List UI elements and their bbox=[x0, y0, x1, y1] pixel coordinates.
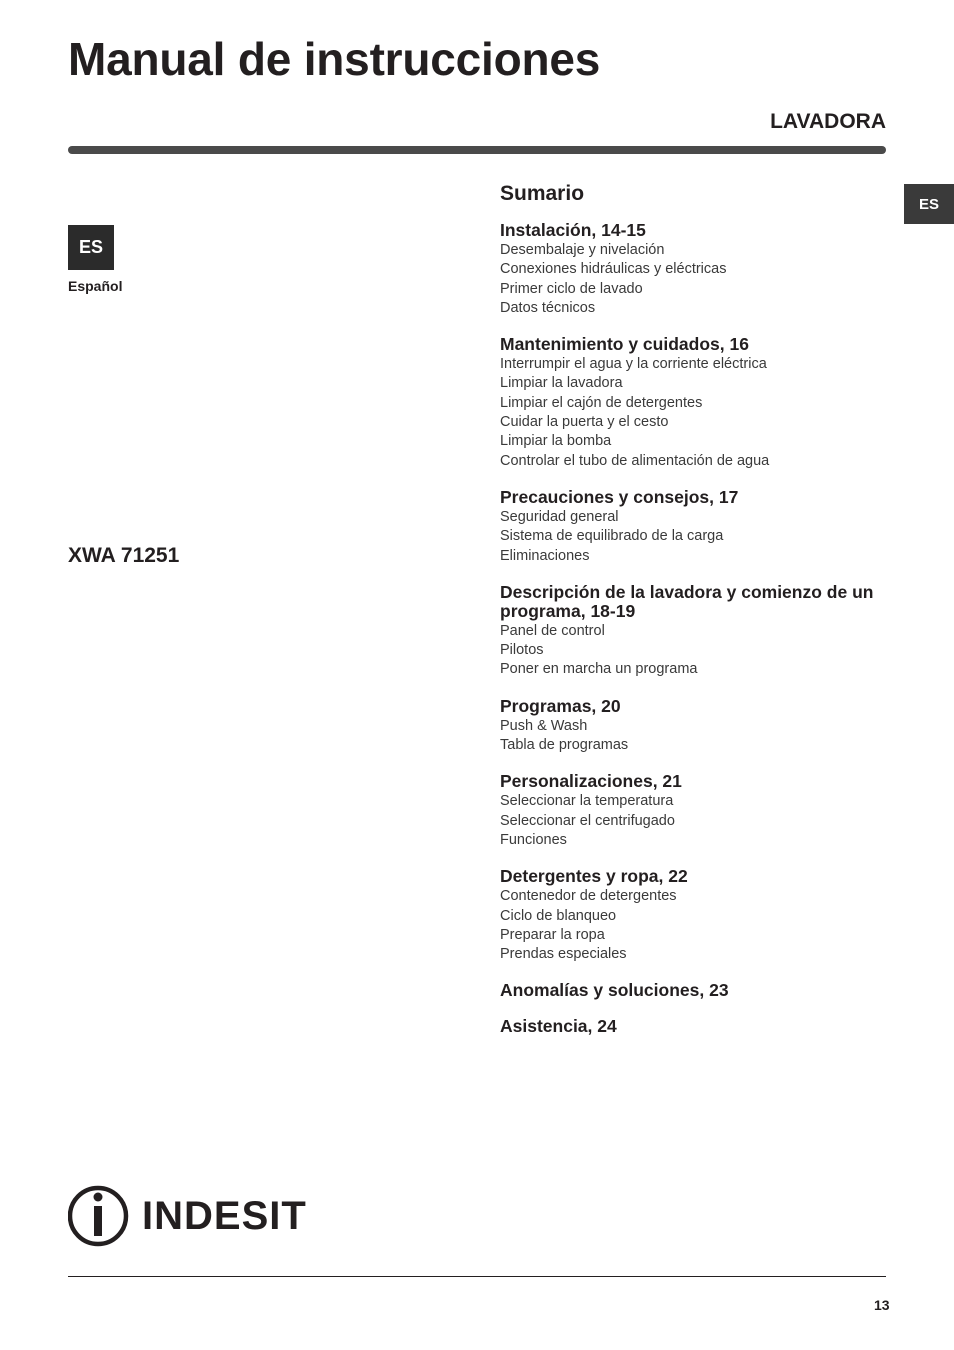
toc-item: Funciones bbox=[500, 831, 567, 848]
toc-item: Eliminaciones bbox=[500, 547, 590, 564]
toc-item: Desembalaje y nivelación bbox=[500, 242, 665, 258]
toc-section bbox=[500, 697, 886, 756]
toc-section bbox=[500, 867, 886, 964]
toc-section bbox=[500, 335, 886, 471]
toc-section-heading: Personalizaciones, 21 bbox=[500, 771, 682, 792]
toc-item: Cuidar la puerta y el cesto bbox=[500, 414, 669, 431]
toc-section bbox=[500, 583, 886, 680]
toc-item: Seguridad general bbox=[500, 508, 619, 525]
toc-section-heading: Instalación, 14-15 bbox=[500, 220, 646, 240]
brand-logo bbox=[68, 1184, 307, 1248]
toc-item: Limpiar la bomba bbox=[500, 433, 612, 450]
toc-item-list bbox=[500, 355, 886, 471]
language-name: Español bbox=[68, 278, 123, 294]
toc-section bbox=[500, 488, 886, 566]
toc-section-heading: Descripción de la lavadora y comienzo de un programa, 18-19 bbox=[500, 581, 874, 621]
language-side-tab: ES bbox=[904, 184, 954, 224]
table-of-contents bbox=[500, 180, 886, 1053]
product-type: LAVADORA bbox=[770, 110, 886, 133]
toc-item: Tabla de programas bbox=[500, 737, 629, 754]
toc-item-list bbox=[500, 717, 886, 756]
toc-item: Conexiones hidráulicas y eléctricas bbox=[500, 261, 727, 278]
toc-item-list bbox=[500, 792, 886, 850]
toc-section-heading: Programas, 20 bbox=[500, 695, 621, 716]
toc-item: Push & Wash bbox=[500, 717, 588, 734]
toc-item: Interrumpir el agua y la corriente eléctrica bbox=[500, 356, 767, 373]
brand-wordmark: INDESIT bbox=[142, 1194, 307, 1238]
page-number: 13 bbox=[874, 1297, 890, 1313]
language-code-badge: ES bbox=[68, 225, 114, 270]
page-title: Manual de instrucciones bbox=[68, 33, 601, 85]
toc-item: Seleccionar el centrifugado bbox=[500, 812, 675, 829]
toc-item: Contenedor de detergentes bbox=[500, 888, 677, 905]
toc-item: Limpiar la lavadora bbox=[500, 375, 623, 392]
toc-section-heading: Precauciones y consejos, 17 bbox=[500, 486, 739, 507]
model-number: XWA 71251 bbox=[68, 544, 180, 567]
toc-item: Poner en marcha un programa bbox=[500, 661, 698, 678]
toc-item: Sistema de equilibrado de la carga bbox=[500, 528, 724, 545]
toc-item: Seleccionar la temperatura bbox=[500, 793, 674, 810]
toc-item: Preparar la ropa bbox=[500, 926, 605, 943]
toc-section bbox=[500, 981, 886, 1000]
toc-section bbox=[500, 1017, 886, 1036]
toc-item: Pilotos bbox=[500, 642, 544, 659]
indesit-i-icon bbox=[68, 1184, 132, 1248]
toc-item-list bbox=[500, 241, 886, 318]
toc-section-heading: Detergentes y ropa, 22 bbox=[500, 866, 688, 887]
toc-item-list bbox=[500, 887, 886, 964]
toc-item: Prendas especiales bbox=[500, 946, 627, 963]
toc-sections bbox=[500, 221, 886, 1036]
toc-item-list bbox=[500, 622, 886, 680]
toc-title: Sumario bbox=[500, 182, 585, 205]
footer-divider bbox=[68, 1276, 886, 1277]
toc-item: Primer ciclo de lavado bbox=[500, 280, 643, 297]
toc-section-heading: Asistencia, 24 bbox=[500, 1016, 617, 1037]
toc-item: Limpiar el cajón de detergentes bbox=[500, 394, 703, 411]
toc-section bbox=[500, 221, 886, 318]
toc-section-heading: Mantenimiento y cuidados, 16 bbox=[500, 334, 749, 355]
toc-item: Datos técnicos bbox=[500, 299, 596, 316]
toc-item: Panel de control bbox=[500, 622, 605, 639]
toc-item-list bbox=[500, 508, 886, 566]
toc-section bbox=[500, 772, 886, 850]
toc-item: Controlar el tubo de alimentación de agua bbox=[500, 452, 770, 469]
toc-item: Ciclo de blanqueo bbox=[500, 907, 617, 924]
header-divider bbox=[68, 146, 886, 154]
toc-section-heading: Anomalías y soluciones, 23 bbox=[500, 980, 729, 1001]
